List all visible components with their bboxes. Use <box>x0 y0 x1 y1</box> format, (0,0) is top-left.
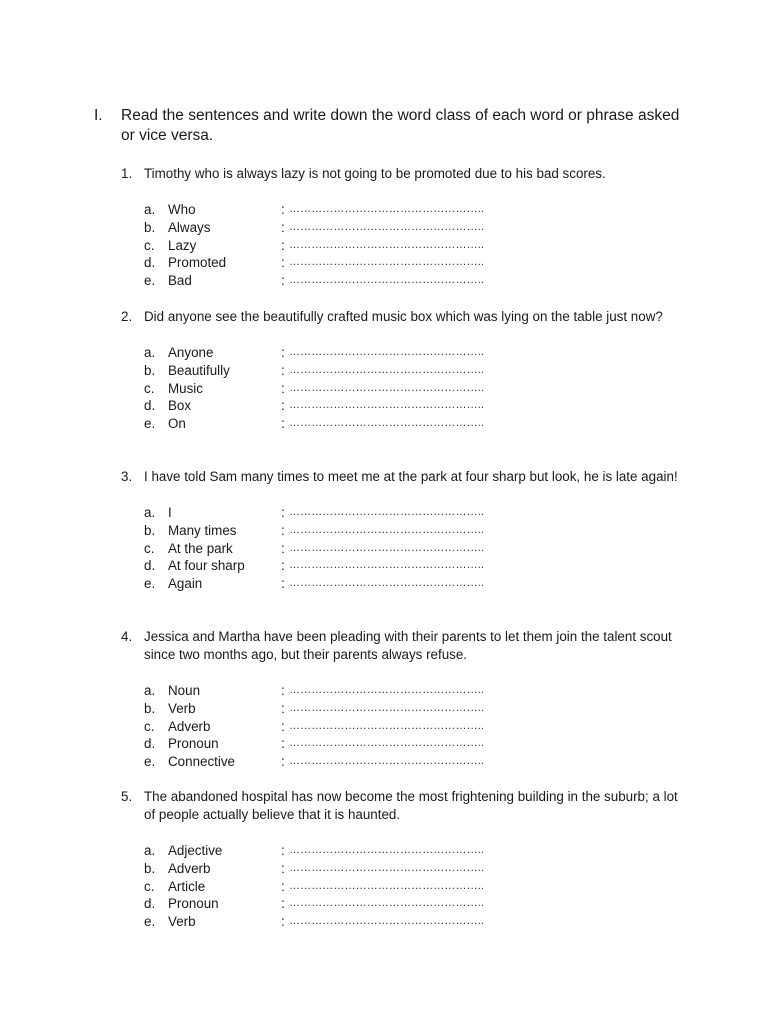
answer-item <box>144 575 681 593</box>
question-text: The abandoned hospital has now become the most frightening building in the suburb; a lot of people actually believe that it is haunted. <box>144 789 678 822</box>
item-letter: c. <box>144 540 155 556</box>
answer-blank[interactable]: …………………………………………….. <box>289 844 485 856</box>
item-colon: : <box>281 522 285 538</box>
answer-blank[interactable]: …………………………………………….. <box>289 879 485 892</box>
answer-list <box>144 344 681 433</box>
question-text: Timothy who is always lazy is not going to be promoted due to his bad scores. <box>144 166 606 181</box>
item-letter: b. <box>144 700 156 716</box>
item-letter: d. <box>144 736 156 752</box>
item-word: Verb <box>168 914 196 930</box>
item-word: Pronoun <box>168 736 219 752</box>
item-word: Lazy <box>168 237 197 253</box>
item-letter: b. <box>144 362 156 378</box>
answer-blank[interactable]: …………………………………………….. <box>289 915 485 928</box>
item-letter: d. <box>144 398 156 414</box>
answer-item <box>144 842 681 860</box>
question-sentence <box>121 628 681 664</box>
section-heading <box>94 106 694 146</box>
item-word: Connective <box>168 754 235 770</box>
question-number: 4. <box>121 629 133 644</box>
item-letter: a. <box>144 683 156 698</box>
item-colon: : <box>281 237 285 253</box>
item-word: Verb <box>168 700 196 716</box>
item-colon: : <box>281 505 285 520</box>
item-colon: : <box>281 219 285 235</box>
answer-item <box>144 201 681 219</box>
answer-item <box>144 557 681 575</box>
item-colon: : <box>281 255 285 271</box>
answer-blank[interactable]: …………………………………………….. <box>289 506 485 518</box>
answer-blank[interactable]: …………………………………………….. <box>289 719 485 732</box>
item-letter: e. <box>144 754 156 770</box>
section-instruction: Read the sentences and write down the word class of each word or phrase asked or vice versa. <box>121 107 680 144</box>
answer-blank[interactable]: …………………………………………….. <box>289 559 485 572</box>
item-word: Promoted <box>168 255 227 271</box>
answer-blank[interactable]: …………………………………………….. <box>289 381 485 394</box>
answer-blank[interactable]: …………………………………………….. <box>289 399 485 412</box>
question-sentence <box>121 165 681 183</box>
question-sentence <box>121 788 681 824</box>
answer-blank[interactable]: …………………………………………….. <box>289 417 485 430</box>
item-colon: : <box>281 754 285 770</box>
answer-list <box>144 504 681 593</box>
item-letter: e. <box>144 273 156 289</box>
item-letter: c. <box>144 718 155 734</box>
answer-list <box>144 201 681 290</box>
answer-blank[interactable]: …………………………………………….. <box>289 238 485 251</box>
item-word: Pronoun <box>168 896 219 912</box>
question-number: 2. <box>121 309 133 324</box>
item-word: Article <box>168 878 206 894</box>
item-letter: d. <box>144 558 156 574</box>
answer-item <box>144 397 681 415</box>
answer-blank[interactable]: …………………………………………….. <box>289 203 485 215</box>
answer-blank[interactable]: …………………………………………….. <box>289 346 485 358</box>
item-word: Noun <box>168 683 201 698</box>
item-letter: a. <box>144 843 156 858</box>
item-colon: : <box>281 914 285 930</box>
answer-item <box>144 718 681 736</box>
item-colon: : <box>281 540 285 556</box>
question-sentence <box>121 308 681 326</box>
answer-item <box>144 895 681 913</box>
item-colon: : <box>281 718 285 734</box>
answer-blank[interactable]: …………………………………………….. <box>289 274 485 287</box>
question-text: Did anyone see the beautifully crafted music box which was lying on the table just now? <box>144 309 663 324</box>
item-word: Adverb <box>168 860 211 876</box>
item-colon: : <box>281 273 285 289</box>
item-word: At the park <box>168 540 233 556</box>
answer-blank[interactable]: …………………………………………….. <box>289 577 485 590</box>
item-word: Always <box>168 219 211 235</box>
question-5 <box>121 788 681 931</box>
question-number: 3. <box>121 469 133 484</box>
answer-item <box>144 380 681 398</box>
item-letter: c. <box>144 878 155 894</box>
item-letter: d. <box>144 255 156 271</box>
answer-item <box>144 504 681 522</box>
item-colon: : <box>281 202 285 217</box>
answer-item <box>144 878 681 896</box>
answer-item <box>144 415 681 433</box>
answer-blank[interactable]: …………………………………………….. <box>289 684 485 696</box>
answer-item <box>144 860 681 878</box>
item-colon: : <box>281 576 285 592</box>
answer-list <box>144 682 681 771</box>
item-colon: : <box>281 362 285 378</box>
answer-blank[interactable]: …………………………………………….. <box>289 737 485 750</box>
item-letter: a. <box>144 345 156 360</box>
item-colon: : <box>281 398 285 414</box>
item-colon: : <box>281 878 285 894</box>
question-number: 5. <box>121 789 133 804</box>
answer-blank[interactable]: …………………………………………….. <box>289 220 485 233</box>
item-letter: b. <box>144 522 156 538</box>
item-colon: : <box>281 843 285 858</box>
section-number: I. <box>94 107 103 124</box>
item-colon: : <box>281 860 285 876</box>
item-word: I <box>168 505 172 520</box>
question-text: I have told Sam many times to meet me at the park at four sharp but look, he is late again! <box>144 469 678 484</box>
question-4 <box>121 628 681 771</box>
answer-blank[interactable]: …………………………………………….. <box>289 701 485 714</box>
item-colon: : <box>281 683 285 698</box>
item-word: Who <box>168 202 196 217</box>
answer-blank[interactable]: …………………………………………….. <box>289 897 485 910</box>
question-3 <box>121 468 681 593</box>
answer-blank[interactable]: …………………………………………….. <box>289 363 485 376</box>
item-letter: d. <box>144 896 156 912</box>
item-word: Music <box>168 380 203 396</box>
item-letter: b. <box>144 219 156 235</box>
item-colon: : <box>281 736 285 752</box>
answer-blank[interactable]: …………………………………………….. <box>289 541 485 554</box>
item-colon: : <box>281 700 285 716</box>
question-number: 1. <box>121 166 133 181</box>
item-letter: e. <box>144 914 156 930</box>
item-letter: c. <box>144 237 155 253</box>
item-word: Bad <box>168 273 192 289</box>
question-1 <box>121 165 681 290</box>
item-word: Adverb <box>168 718 211 734</box>
item-word: Box <box>168 398 192 414</box>
answer-item <box>144 254 681 272</box>
item-letter: a. <box>144 202 156 217</box>
item-word: At four sharp <box>168 558 245 574</box>
answer-item <box>144 344 681 362</box>
answer-item <box>144 735 681 753</box>
answer-item <box>144 219 681 237</box>
item-letter: b. <box>144 860 156 876</box>
question-sentence <box>121 468 681 486</box>
answer-item <box>144 682 681 700</box>
question-2 <box>121 308 681 433</box>
answer-blank[interactable]: …………………………………………….. <box>289 755 485 768</box>
item-word: Many times <box>168 522 237 538</box>
item-word: On <box>168 416 186 432</box>
answer-blank[interactable]: …………………………………………….. <box>289 523 485 536</box>
item-letter: e. <box>144 416 156 432</box>
answer-blank[interactable]: …………………………………………….. <box>289 256 485 269</box>
answer-item <box>144 522 681 540</box>
item-word: Again <box>168 576 203 592</box>
item-letter: a. <box>144 505 156 520</box>
answer-item <box>144 753 681 771</box>
answer-item <box>144 362 681 380</box>
item-word: Adjective <box>168 843 223 858</box>
item-colon: : <box>281 380 285 396</box>
answer-list <box>144 842 681 931</box>
answer-blank[interactable]: …………………………………………….. <box>289 861 485 874</box>
answer-item <box>144 540 681 558</box>
item-colon: : <box>281 416 285 432</box>
question-text: Jessica and Martha have been pleading with their parents to let them join the talent scout since two months ago, but their parents always refuse. <box>144 629 672 662</box>
answer-item <box>144 700 681 718</box>
item-colon: : <box>281 896 285 912</box>
item-word: Beautifully <box>168 362 230 378</box>
item-letter: e. <box>144 576 156 592</box>
item-colon: : <box>281 558 285 574</box>
answer-item <box>144 237 681 255</box>
answer-item <box>144 272 681 290</box>
item-colon: : <box>281 345 285 360</box>
answer-item <box>144 913 681 931</box>
item-letter: c. <box>144 380 155 396</box>
item-word: Anyone <box>168 345 214 360</box>
